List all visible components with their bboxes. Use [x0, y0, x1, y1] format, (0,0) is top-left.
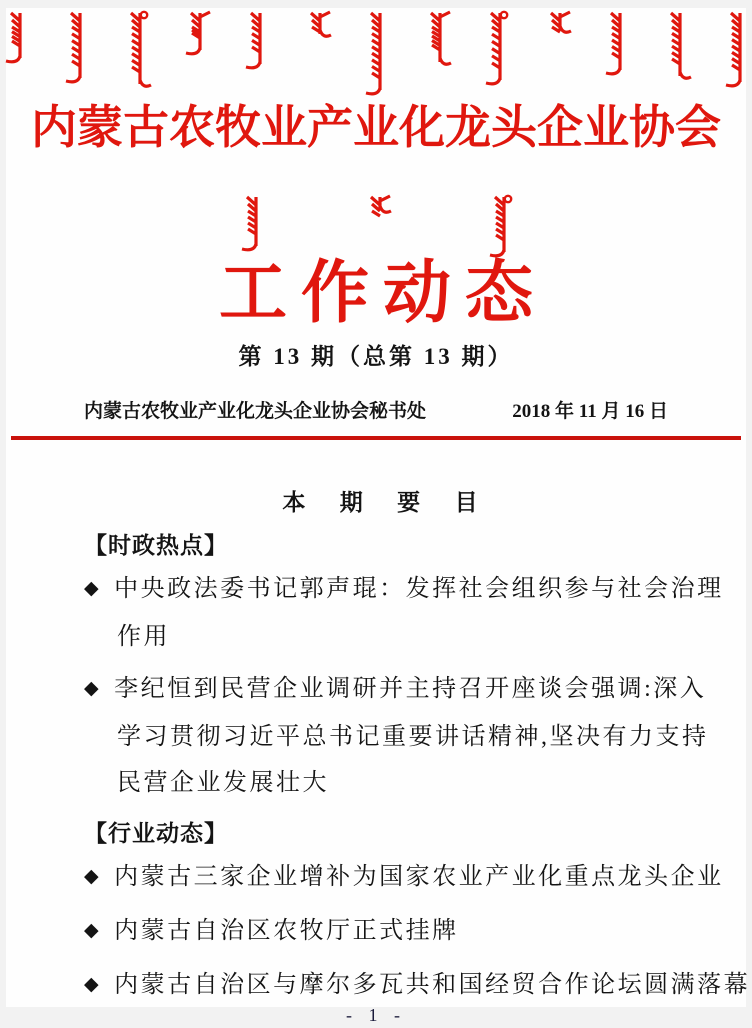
publish-date: 2018 年 11 月 16 日 [512, 401, 668, 422]
toc-item-text-continued: 作用 [117, 624, 170, 650]
mongolian-word-glyph [598, 8, 634, 78]
mongolian-word-glyph [718, 8, 752, 90]
mongolian-word-glyph [482, 192, 518, 260]
mongolian-word-glyph [478, 8, 514, 88]
mongolian-word-glyph [238, 8, 274, 72]
toc-item-text: 内蒙古自治区农牧厅正式挂牌 [114, 918, 459, 944]
toc-item-text: 内蒙古自治区与摩尔多瓦共和国经贸合作论坛圆满落幕 [114, 972, 751, 998]
diamond-bullet-icon: ◆ [84, 974, 102, 995]
toc-item-text-continued: 民营企业发展壮大 [117, 770, 329, 796]
toc-item-text: 内蒙古三家企业增补为国家农业产业化重点龙头企业 [114, 864, 724, 890]
contents-heading: 本 期 要 目 [282, 489, 492, 515]
diamond-bullet-icon: ◆ [84, 866, 102, 887]
toc-item-text: 李纪恒到民营企业调研并主持召开座谈会强调:深入 [114, 676, 707, 702]
mongolian-word-glyph [658, 8, 694, 84]
mongolian-word-glyph [58, 8, 94, 86]
mongolian-word-glyph [178, 8, 214, 58]
diamond-bullet-icon: ◆ [84, 578, 102, 599]
toc-item [84, 566, 724, 660]
mongolian-word-glyph [358, 192, 394, 218]
mongolian-word-glyph [118, 8, 154, 92]
mongolian-word-glyph [538, 8, 574, 38]
toc-item-text-continued: 学习贯彻习近平总书记重要讲话精神,坚决有力支持 [117, 724, 709, 750]
toc-item [84, 666, 709, 806]
masthead-divider-rule [11, 436, 741, 440]
contents-area [6, 486, 751, 1010]
section-header-industry-news: 【行业动态】 [84, 820, 228, 846]
page-number: - 1 - [346, 1005, 406, 1025]
mongolian-word-glyph [234, 192, 270, 254]
mongolian-word-glyph [298, 8, 334, 42]
issue-number: 第 13 期（总第 13 期） [238, 344, 514, 369]
mongolian-word-glyph [0, 8, 34, 66]
section-header-current-politics: 【时政热点】 [84, 532, 228, 558]
mongolian-script-top-row [6, 8, 746, 100]
toc-item [84, 854, 724, 902]
publisher-name: 内蒙古农牧业产业化龙头企业协会秘书处 [84, 401, 427, 422]
bulletin-title: 工作动态 [218, 255, 547, 331]
mongolian-word-glyph [358, 8, 394, 98]
diamond-bullet-icon: ◆ [84, 920, 102, 941]
mongolian-word-glyph [418, 8, 454, 70]
organization-title: 内蒙古农牧业产业化龙头企业协会 [31, 102, 721, 153]
newsletter-page [6, 8, 751, 1025]
toc-item-text: 中央政法委书记郭声琨：发挥社会组织参与社会治理 [114, 576, 724, 602]
toc-item [84, 908, 676, 956]
mongolian-script-mid-row [6, 192, 746, 262]
publisher-row [6, 398, 746, 426]
diamond-bullet-icon: ◆ [84, 678, 102, 699]
